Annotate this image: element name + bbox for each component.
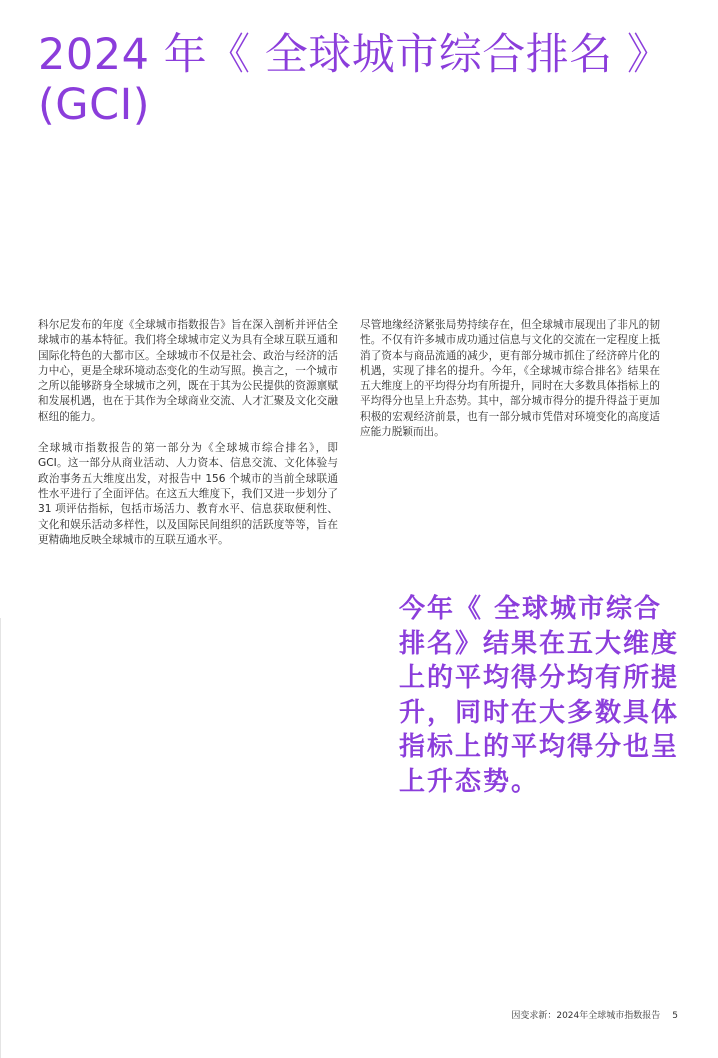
body-paragraph: 科尔尼发布的年度《全球城市指数报告》旨在深入剖析并评估全球城市的基本特征。我们将全球城市定义为具有全球互联互通和国际化特色的大都市区。全球城市不仅是社会、政治与经济的活力中心，更是全球环境动态变化的生动写照。换言之，一个城市之所以能够跻身全球城市之列，既在于其为公民提供的资源禀赋和发展机遇，也在于其作为全球商业交流、人才汇聚及文化交融枢纽的能力。 — [38, 319, 338, 423]
pull-quote: 今年《 全球城市综合排名》结果在五大维度上的平均得分均有所提升，同时在大多数具体指标上的平均得分也呈上升态势。 — [399, 594, 680, 797]
page-title: 2024 年《 全球城市综合排名 》(GCI) — [38, 30, 671, 130]
footer-report-title: 因变求新：2024年全球城市指数报告 — [511, 1011, 661, 1021]
body-column-right — [360, 318, 660, 456]
page-footer — [511, 1008, 678, 1021]
body-paragraph: 全球城市指数报告的第一部分为《全球城市综合排名》，即 GCI。这一部分从商业活动、人力资本、信息交流、文化体验与政治事务五大维度出发，对报告中 156 个城市的当前全球联通性水平进行了全面评估。在这五大维度下，我们又进一步划分了 31 项评估指标，包括市场活力、教育水平、信息获取便利性、文化和娱乐活动多样性，以及国际民间组织的活跃度等等，旨在更精确地反映全球城市的互联互通水平。 — [38, 442, 338, 546]
body-column-left — [38, 318, 338, 564]
body-paragraph: 尽管地缘经济紧张局势持续存在，但全球城市展现出了非凡的韧性。不仅有许多城市成功通过信息与文化的交流在一定程度上抵消了资本与商品流通的减少，更有部分城市抓住了经济碎片化的机遇，实现了排名的提升。今年，《全球城市综合排名》结果在五大维度上的平均得分均有所提升，同时在大多数具体指标上的平均得分也呈上升态势。其中，部分城市得分的提升得益于更加积极的宏观经济前景，也有一部分城市凭借对环境变化的高度适应能力脱颖而出。 — [360, 319, 660, 439]
page-number: 5 — [672, 1011, 678, 1021]
page-edge-divider — [0, 618, 1, 1058]
